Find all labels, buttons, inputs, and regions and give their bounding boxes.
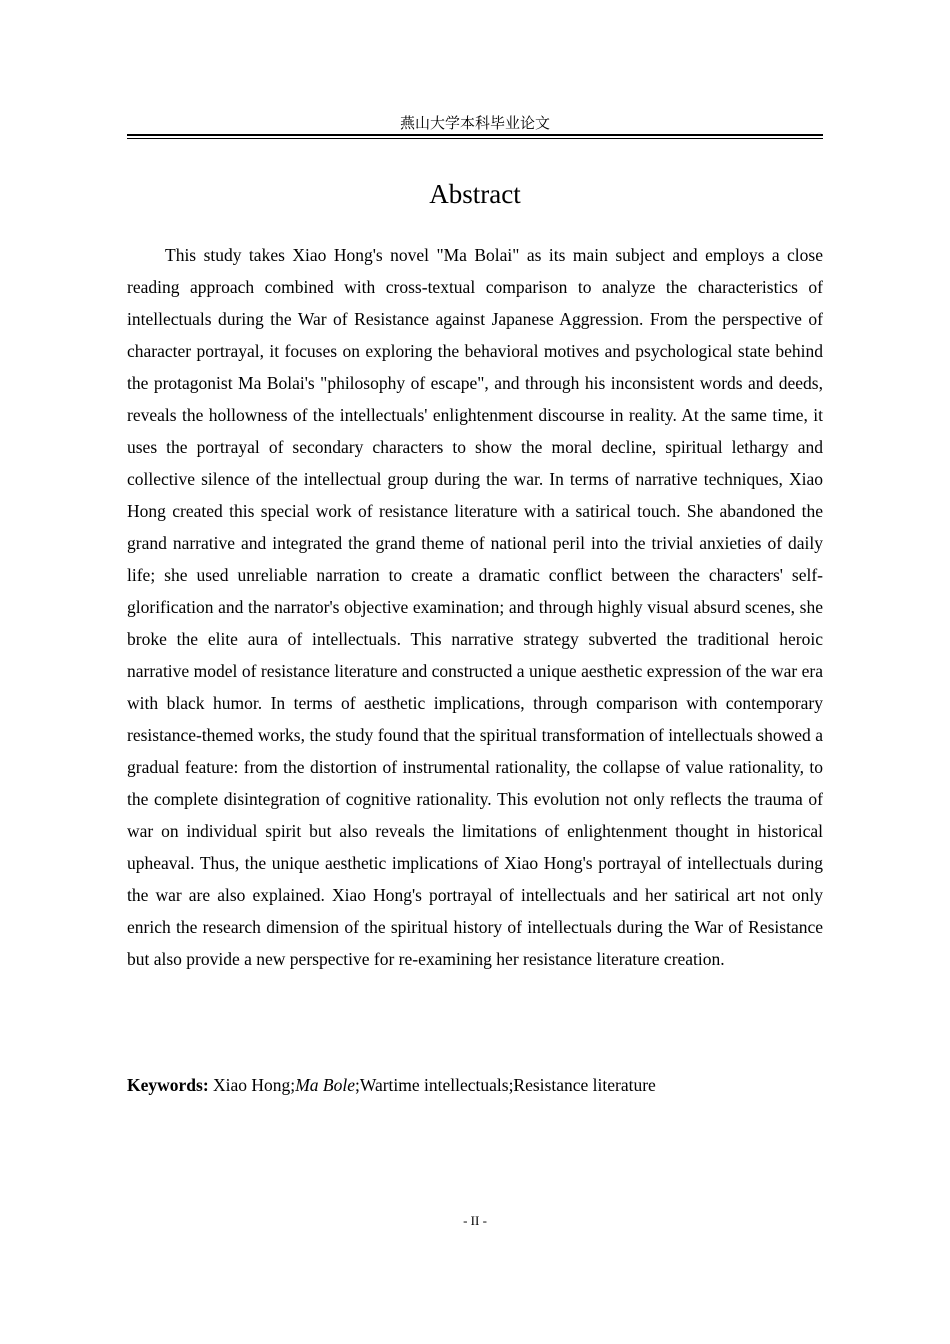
page-number: - II - <box>463 1213 487 1228</box>
running-header: 燕山大学本科毕业论文 <box>399 114 550 132</box>
abstract-title: Abstract <box>429 179 521 209</box>
keyword-rest: ;Wartime intellectuals;Resistance literature <box>354 1075 656 1095</box>
keywords-line <box>127 1069 823 1101</box>
abstract-body: This study takes Xiao Hong's novel "Ma Bolai" as its main subject and employs a close reading approach combined with cross-textual comparison to analyze the characteristics of intellectuals during the War of Resistance against Japanese Aggression. From the perspective of character portrayal, it focuses on exploring the behavioral motives and psychological state behind the protagonist Ma Bolai's "philosophy of escape", and through his inconsistent words and deeds, reveals the hollowness of the intellectuals' enlightenment discourse in reality. At the same time, it uses the portrayal of secondary characters to show the moral decline, spiritual lethargy and collective silence of the intellectual group during the war. In terms of narrative techniques, Xiao Hong created this special work of resistance literature with a satirical touch. She abandoned the grand narrative and integrated the grand theme of national peril into the trivial anxieties of daily life; she used unreliable narration to create a dramatic conflict between the characters' self-glorification and the narrator's objective examination; and through highly visual absurd scenes, she broke the elite aura of intellectuals. This narrative strategy subverted the traditional heroic narrative model of resistance literature and constructed a unique aesthetic expression of the war era with black humor. In terms of aesthetic implications, through comparison with contemporary resistance-themed works, the study found that the spiritual transformation of intellectuals showed a gradual feature: from the distortion of instrumental rationality, the collapse of value rationality, to the complete disintegration of cognitive rationality. This evolution not only reflects the trauma of war on individual spirit but also reveals the limitations of enlightenment thought in historical upheaval. Thus, the unique aesthetic implications of Xiao Hong's portrayal of intellectuals during the war are also explained. Xiao Hong's portrayal of intellectuals and her satirical art not only enrich the research dimension of the spiritual history of intellectuals during the War of Resistance but also provide a new perspective for re-examining her resistance literature creation. <box>127 245 823 969</box>
header-double-rule <box>127 134 823 139</box>
keyword-ma-bole: Ma Bole <box>295 1075 355 1095</box>
keywords-label: Keywords: <box>127 1075 209 1095</box>
keyword-xiao-hong: Xiao Hong; <box>213 1075 296 1095</box>
